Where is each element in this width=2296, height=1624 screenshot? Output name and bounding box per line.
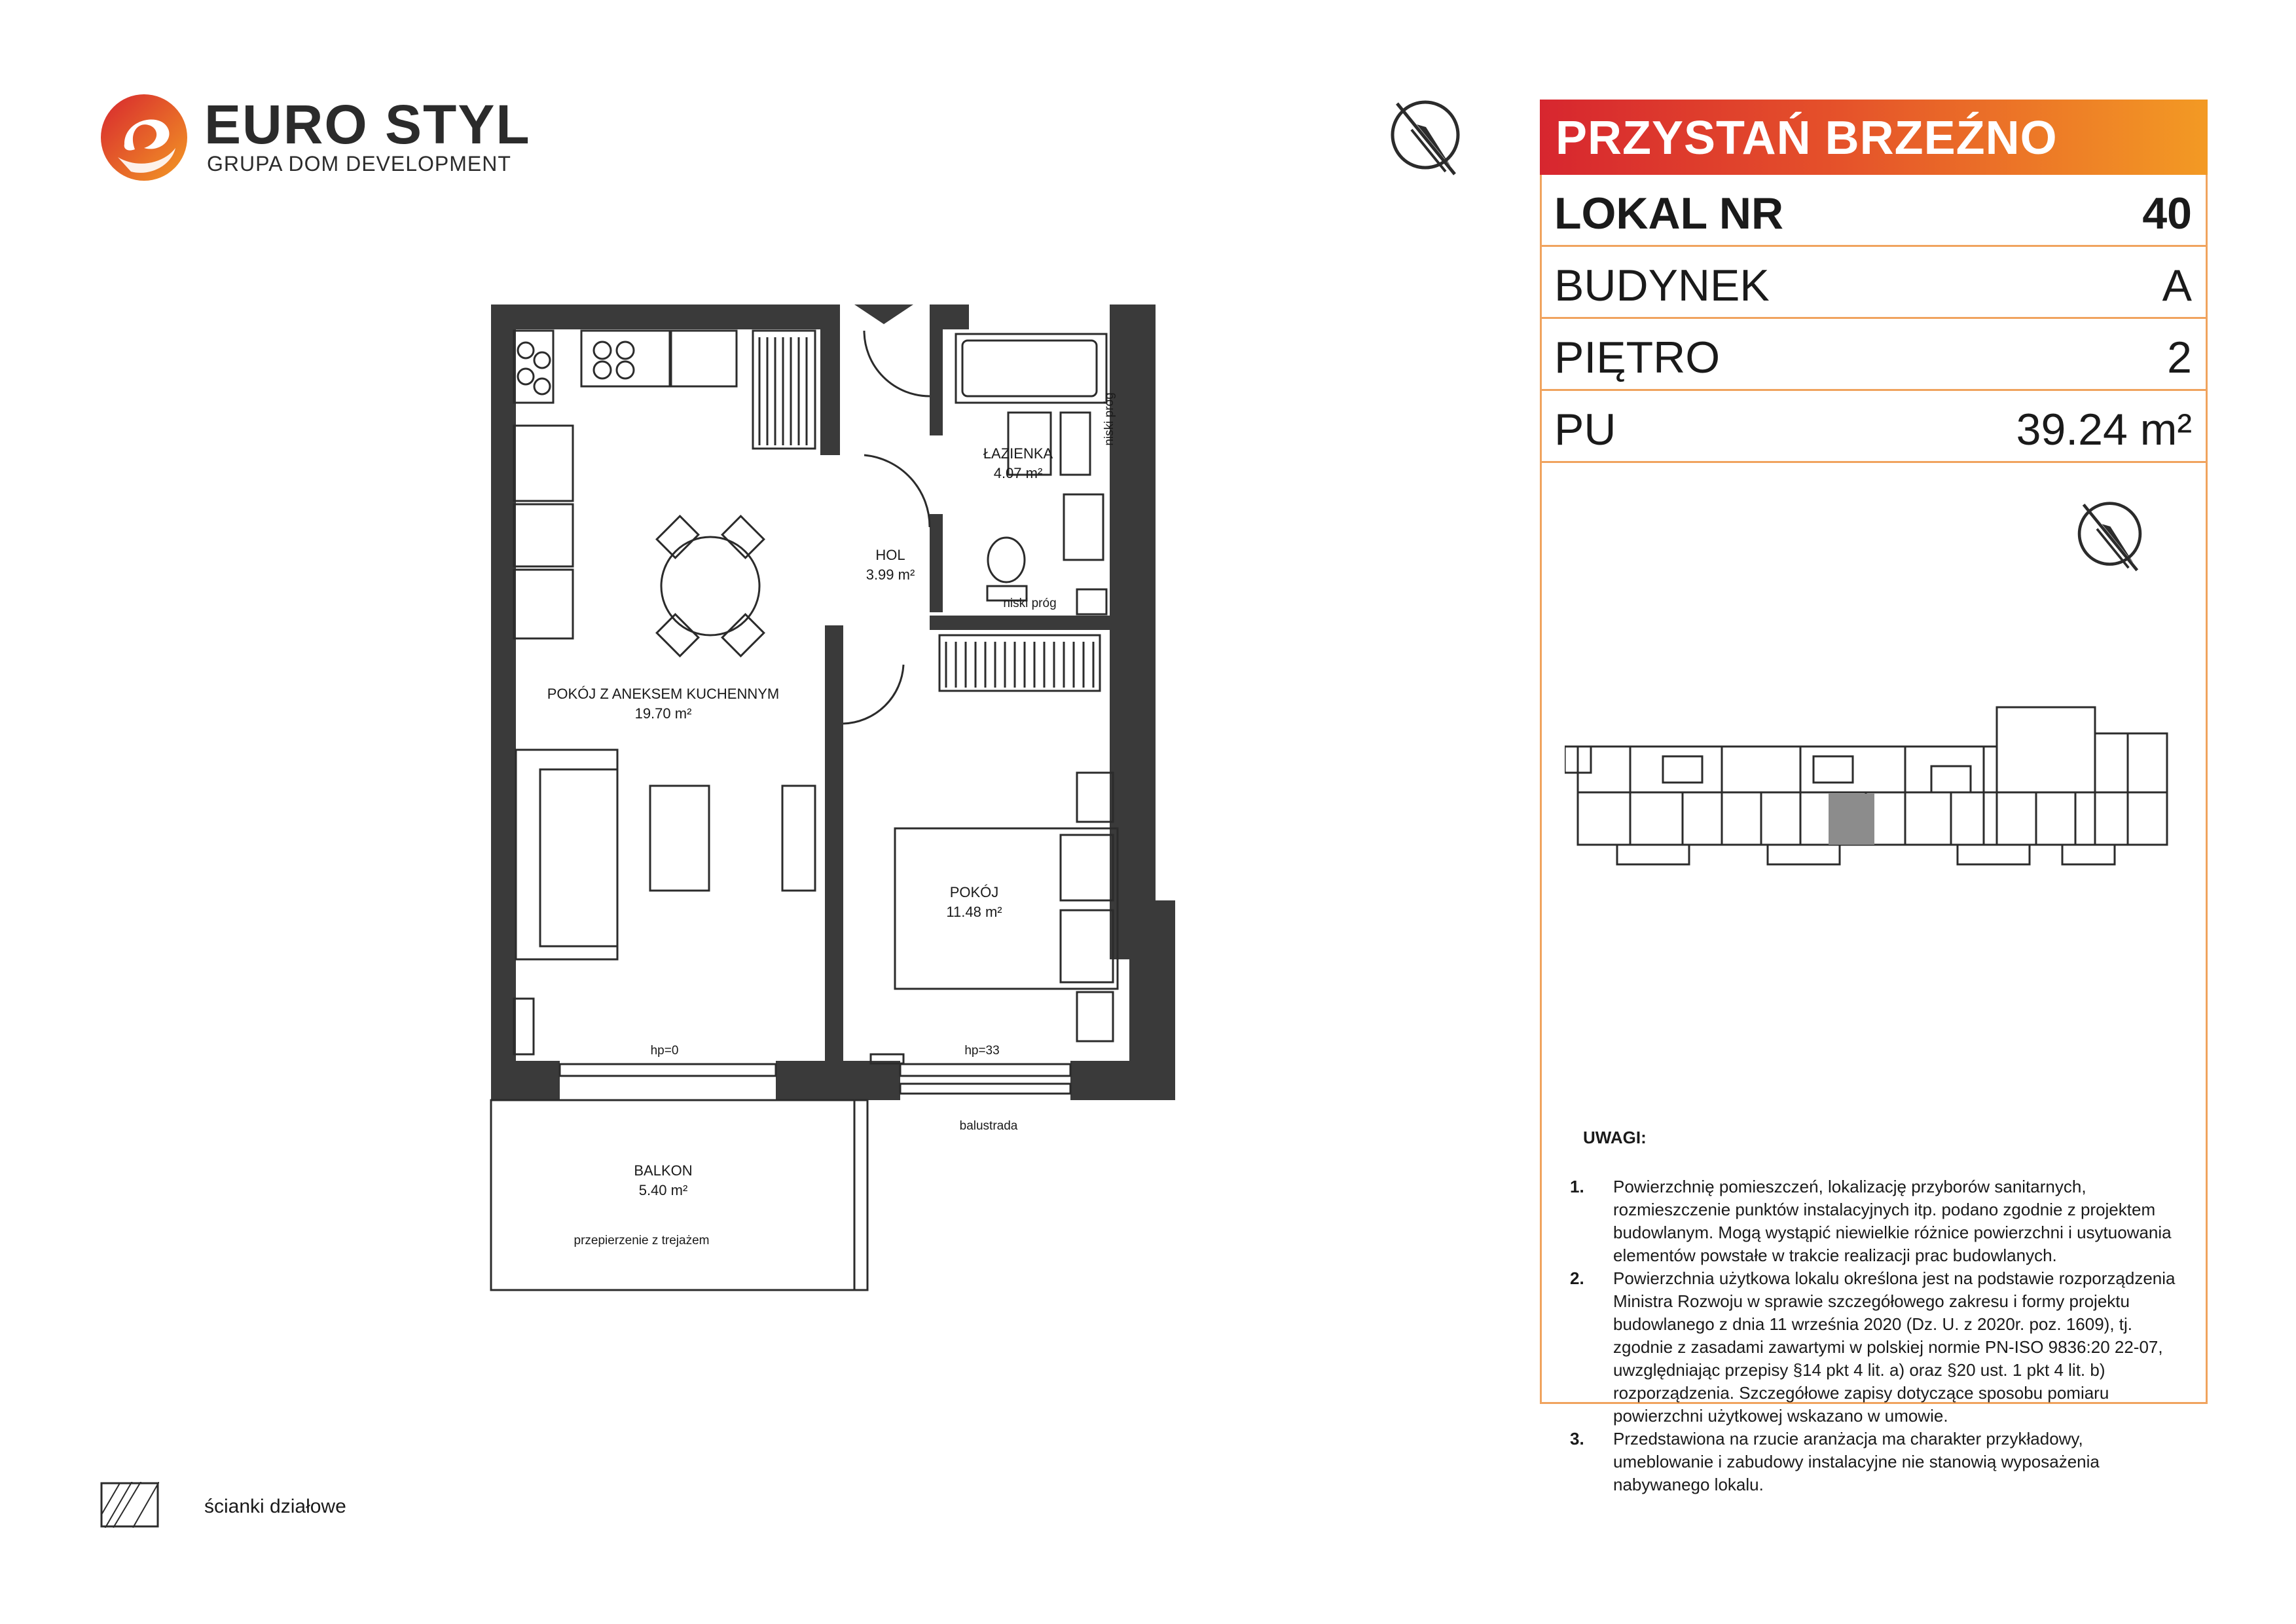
note-number: 1. <box>1570 1177 1584 1196</box>
room-area-pokoj-aneks: 19.70 m² <box>634 705 692 722</box>
notes-title: UWAGI: <box>1583 1128 1647 1147</box>
note-line: budowlanym. Mogą wystąpić niewielkie różnice powierzchni i usytuowania <box>1613 1223 2172 1242</box>
detail-value: A <box>2162 261 2192 310</box>
sill-height-label: hp=0 <box>650 1044 679 1058</box>
project-name: PRZYSTAŃ BRZEŹNO <box>1556 112 2058 164</box>
logo-title: EURO STYL <box>204 94 531 155</box>
room-area-balkon: 5.40 m² <box>638 1182 688 1198</box>
detail-row-building <box>1540 247 2208 319</box>
floor-plan <box>484 298 1178 1293</box>
note-number: 3. <box>1570 1429 1584 1449</box>
note-2 <box>1570 1267 2198 1428</box>
detail-label: LOKAL NR <box>1554 189 1784 238</box>
note-line: Powierzchnia użytkowa lokalu określona jest na podstawie rozporządzenia <box>1613 1268 2176 1288</box>
room-name-balkon: BALKON <box>634 1162 693 1179</box>
note-line: nabywanego lokalu. <box>1613 1475 1764 1494</box>
detail-row-unit <box>1540 175 2208 247</box>
sill-height-label: hp=33 <box>964 1044 1000 1058</box>
note-line: Przedstawiona na rzucie aranżacja ma charakter przykładowy, <box>1613 1429 2083 1449</box>
note-line: uwzględniając przepisy §14 pkt 4 lit. a) oraz §20 ust. 1 pkt 4 lit. b) <box>1613 1360 2105 1380</box>
detail-row-floor <box>1540 319 2208 391</box>
threshold-label: niski próg <box>1003 597 1057 610</box>
partition-label: przepierzenie z trejażem <box>574 1234 710 1247</box>
room-name-lazienka: ŁAZIENKA <box>983 445 1053 462</box>
north-compass-icon <box>1383 90 1468 182</box>
note-line: zgodnie z zasadami zawartymi w polskiej normie PN-ISO 9836:20 22-07, <box>1613 1337 2163 1357</box>
logo-subtitle: GRUPA DOM DEVELOPMENT <box>207 152 511 175</box>
room-area-hol: 3.99 m² <box>866 566 915 583</box>
room-name-hol: HOL <box>875 547 905 563</box>
room-area-lazienka: 4.07 m² <box>993 465 1043 481</box>
detail-label: BUDYNEK <box>1554 261 1770 310</box>
detail-label: PU <box>1554 405 1616 454</box>
note-number: 2. <box>1570 1268 1584 1288</box>
note-line: Powierzchnię pomieszczeń, lokalizację przyborów sanitarnych, <box>1613 1177 2086 1196</box>
detail-value: 39.24 m² <box>2016 405 2192 454</box>
note-3 <box>1570 1428 2198 1496</box>
note-line: umeblowanie i zabudowy instalacyjne nie stanowią wyposażenia <box>1613 1452 2100 1471</box>
room-name-pokoj: POKÓJ <box>949 884 999 900</box>
note-line: powierzchni użytkowej wskazano w umowie. <box>1613 1406 1948 1426</box>
room-area-pokoj: 11.48 m² <box>946 904 1002 920</box>
note-line: rozmieszczenie punktów instalacyjnych itp. podano zgodnie z projektem <box>1613 1200 2156 1219</box>
note-line: elementów powstałe w trakcie realizacji prac budowlanych. <box>1613 1246 2057 1265</box>
highlighted-unit <box>1829 794 1874 845</box>
euro-styl-logo-icon <box>98 92 190 183</box>
threshold-label-vertical: niski próg <box>1102 392 1116 446</box>
detail-value: 2 <box>2167 333 2192 382</box>
panel-north-compass-icon <box>2069 492 2151 578</box>
room-name-pokoj-aneks: POKÓJ Z ANEKSEM KUCHENNYM <box>547 686 780 702</box>
note-line: Ministra Rozwoju w sprawie szczegółowego zakresu i formy projektu <box>1613 1291 2130 1311</box>
building-key-plan <box>1565 694 2180 891</box>
detail-row-area <box>1540 391 2208 463</box>
project-header <box>1540 100 2208 175</box>
detail-value: 40 <box>2142 189 2192 238</box>
partition-wall-legend-icon <box>100 1482 159 1528</box>
note-1 <box>1570 1175 2198 1267</box>
balustrade-label: balustrada <box>959 1119 1018 1133</box>
detail-label: PIĘTRO <box>1554 333 1721 382</box>
note-line: rozporządzenia. Szczegółowe zapisy dotyczące sposobu pomiaru <box>1613 1383 2109 1403</box>
note-line: budowlanego z dnia 11 września 2020 (Dz. U. z 2020r. poz. 1609), tj. <box>1613 1314 2132 1334</box>
legend-label: ścianki działowe <box>204 1496 346 1517</box>
